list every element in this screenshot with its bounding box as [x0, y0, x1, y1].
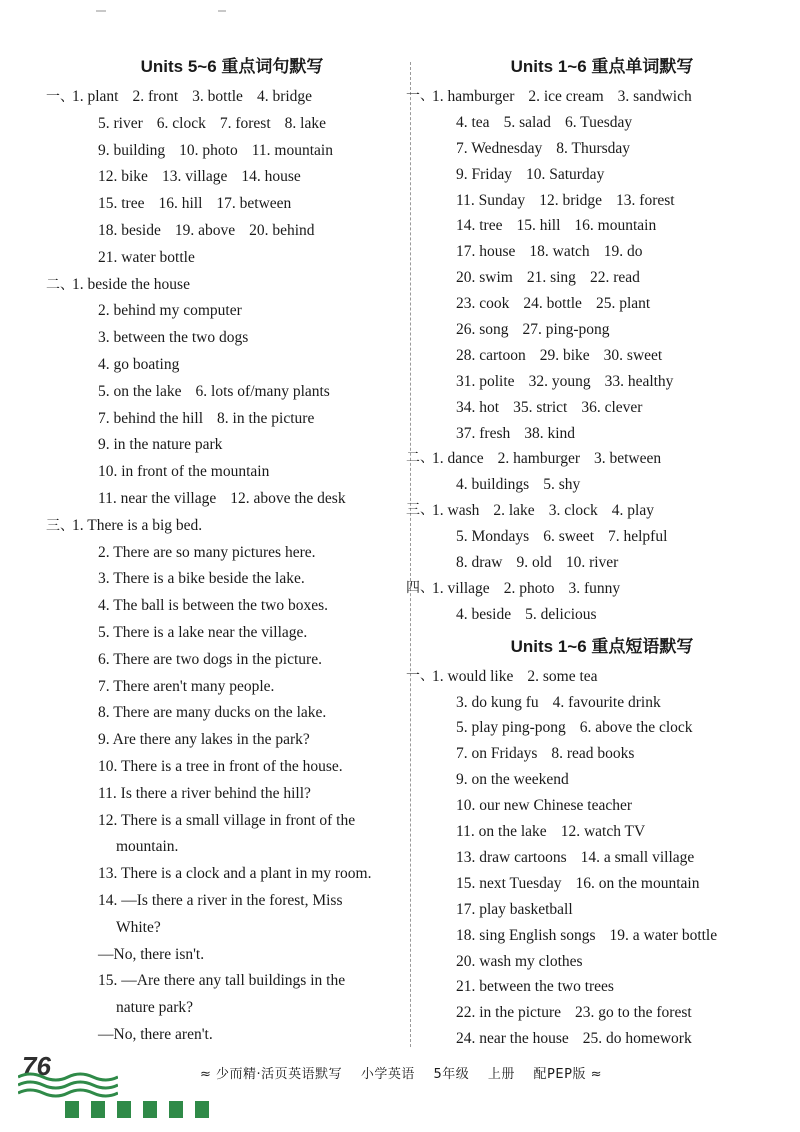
answer-line [72, 915, 392, 942]
answer-line [72, 164, 392, 191]
answer-line [72, 432, 392, 459]
answer-item: 2. some tea [527, 667, 598, 685]
answer-line [72, 486, 392, 513]
answer-item: 3. do kung fu [456, 693, 539, 711]
answer-line [432, 715, 772, 741]
answer-item: 3. between the two dogs [98, 329, 249, 347]
answer-item: 6. sweet [543, 528, 594, 546]
answer-item: 3. funny [568, 579, 621, 597]
answer-item: 2. ice cream [528, 88, 604, 105]
answer-item: 12. above the desk [230, 489, 346, 507]
answer-item: 8. draw [456, 554, 503, 572]
answer-item: 21. sing [526, 269, 576, 287]
answer-item: 22. read [589, 269, 640, 287]
section-number: 三、 [406, 502, 434, 519]
answer-item: 38. kind [524, 424, 576, 442]
answer-item: 10. There is a tree in front of the house. [98, 757, 343, 775]
answer-item: 25. plant [595, 295, 651, 313]
answer-line [432, 741, 772, 767]
section-number: 四、 [406, 579, 434, 596]
answer-line [72, 834, 392, 861]
answer-item: 20. swim [456, 269, 513, 287]
answer-item: 13. village [161, 168, 228, 186]
answer-item: 9. on the weekend [456, 771, 569, 789]
word-lines [406, 84, 772, 628]
answer-line [72, 298, 392, 325]
answer-item: 36. clever [581, 398, 643, 416]
answer-line [72, 379, 392, 406]
answer-line [432, 291, 772, 317]
answer-item: 9. Friday [456, 165, 512, 183]
answer-item: 5. delicious [525, 605, 597, 623]
green-block [195, 1101, 209, 1118]
answer-item: 28. cartoon [456, 346, 526, 364]
section-number: 一、 [406, 88, 434, 104]
answer-item: 16. mountain [574, 217, 657, 235]
answer-line [72, 995, 392, 1022]
answer-line [432, 136, 772, 162]
answer-item: 9. Are there any lakes in the park? [98, 731, 310, 749]
series-info [200, 1063, 616, 1082]
answer-item: —No, there isn't. [98, 945, 205, 963]
answer-item: 7. on Fridays [456, 745, 538, 763]
answer-item: 9. building [98, 141, 166, 159]
answer-item: 1. beside the house [72, 275, 190, 293]
section-number: 一、 [46, 89, 74, 105]
answer-item: 30. sweet [603, 346, 663, 364]
answer-item: 19. above [174, 221, 236, 239]
left-column [46, 52, 392, 1049]
section-title-units-1-6-phrases: Units 1~6 重点短语默写 [510, 636, 694, 656]
answer-item: 4. The ball is between the two boxes. [98, 597, 329, 615]
answer-item: 19. do [603, 243, 643, 261]
answer-item: 7. There aren't many people. [98, 677, 275, 695]
answer-line [72, 325, 392, 352]
section-title-units-1-6-words: Units 1~6 重点单词默写 [510, 57, 694, 76]
answer-item: 5. salad [503, 113, 551, 131]
answer-item: 13. forest [616, 191, 675, 209]
answer-item: 1. wash [432, 502, 480, 520]
answer-item: 11. Is there a river behind the hill? [98, 784, 311, 802]
answer-item: 3. sandwich [617, 88, 692, 105]
column-divider [410, 62, 411, 1047]
answer-line [432, 162, 772, 188]
answer-line [432, 110, 772, 136]
answer-line [72, 540, 392, 567]
answer-line [72, 727, 392, 754]
answer-item: 9. in the nature park [98, 436, 223, 454]
right-column [406, 52, 772, 1052]
answer-item: 21. water bottle [98, 248, 195, 266]
answer-line [72, 566, 392, 593]
series-subject: 小学英语 [360, 1067, 415, 1082]
answer-item: 18. beside [98, 221, 161, 239]
answer-line [432, 819, 772, 845]
answer-item: 1. dance [432, 450, 484, 468]
answer-line [432, 793, 772, 819]
answer-line [432, 845, 772, 871]
answer-item: 11. on the lake [456, 823, 547, 841]
answer-item: 18. sing English songs [456, 926, 596, 944]
answer-item: 11. mountain [251, 141, 333, 159]
answer-item: 3. bottle [192, 88, 243, 105]
answer-line [72, 406, 392, 433]
answer-line [406, 498, 772, 524]
answer-item: White? [116, 918, 161, 936]
answer-line [72, 674, 392, 701]
answer-line [432, 949, 772, 975]
answer-line [72, 781, 392, 808]
section-number: 二、 [46, 276, 74, 293]
section-title-units-5-6: Units 5~6 重点词句默写 [140, 57, 324, 76]
answer-item: 7. forest [219, 114, 271, 132]
answer-item: 20. behind [249, 221, 315, 239]
answer-item: 17. play basketball [456, 900, 573, 918]
answer-line [432, 265, 772, 291]
answer-item: 10. Saturday [525, 165, 605, 183]
answer-item: 16. on the mountain [575, 874, 700, 892]
answer-item: 37. fresh [456, 424, 511, 442]
answer-item: 11. near the village [98, 489, 217, 507]
answer-item: 18. watch [529, 243, 590, 261]
answer-item: 12. watch TV [560, 823, 646, 841]
series-grade: 5年级 [433, 1067, 470, 1082]
answer-item: 4. buildings [456, 476, 530, 494]
answer-item: 15. —Are there any tall buildings in the [98, 972, 346, 990]
answer-item: 6. There are two dogs in the picture. [98, 650, 322, 668]
answer-item: 1. There is a big bed. [72, 516, 203, 534]
answer-line [432, 897, 772, 923]
answer-line [72, 459, 392, 486]
answer-item: 23. cook [456, 295, 510, 313]
top-mark-left [96, 10, 106, 12]
answer-item: 6. lots of/many plants [195, 382, 330, 400]
answer-item: 16. hill [158, 195, 203, 213]
answer-item: 7. behind the hill [98, 409, 204, 427]
answer-item: 4. beside [456, 605, 512, 623]
answer-item: 22. in the picture [456, 1004, 562, 1022]
answer-item: 34. hot [456, 398, 500, 416]
answer-item: mountain. [116, 838, 179, 856]
answer-line [72, 191, 392, 218]
answer-item: 24. bottle [523, 295, 582, 313]
answer-item: 12. bridge [539, 191, 603, 209]
answer-item: 32. young [528, 372, 591, 390]
answer-item: 8. lake [284, 114, 326, 132]
answer-line [72, 968, 392, 995]
answer-item: 2. lake [493, 502, 535, 520]
answer-item: 8. read books [551, 745, 635, 763]
answer-item: 3. clock [548, 502, 598, 520]
answer-line [432, 239, 772, 265]
answer-item: 14. house [241, 168, 301, 186]
answer-item: 2. hamburger [497, 450, 580, 468]
answer-item: 20. wash my clothes [456, 952, 583, 970]
answer-line [432, 923, 772, 949]
answer-item: 6. Tuesday [564, 113, 633, 131]
answer-line [406, 664, 772, 690]
answer-line [406, 84, 772, 110]
answer-item: 25. do homework [582, 1030, 692, 1048]
answer-item: 29. bike [539, 346, 590, 364]
answer-line [72, 593, 392, 620]
answer-line [72, 111, 392, 138]
answer-line [72, 218, 392, 245]
answer-line [406, 576, 772, 602]
answer-item: nature park? [116, 999, 194, 1017]
series-volume: 上册 [487, 1067, 515, 1082]
top-mark-right [218, 10, 226, 12]
answer-item: 3. between [594, 450, 662, 468]
answer-item: 4. go boating [98, 355, 180, 373]
answer-item: 5. Mondays [456, 528, 530, 546]
answer-item: 2. front [132, 88, 179, 105]
answer-item: 35. strict [513, 398, 568, 416]
answer-item: 15. tree [98, 195, 145, 213]
answer-item: 13. There is a clock and a plant in my room. [98, 865, 372, 883]
answer-line [46, 84, 392, 111]
answer-item: 3. There is a bike beside the lake. [98, 570, 305, 588]
answer-item: 5. There is a lake near the village. [98, 623, 308, 641]
section-number: 二、 [406, 450, 434, 467]
answer-item: 21. between the two trees [456, 978, 614, 996]
answer-item: 12. There is a small village in front of the [98, 811, 356, 829]
answer-item: 8. in the picture [217, 409, 315, 427]
left-lines [46, 84, 392, 1049]
section-number: 一、 [406, 667, 434, 684]
answer-item: 12. bike [98, 168, 148, 186]
answer-item: 5. shy [543, 476, 581, 494]
answer-line [406, 446, 772, 472]
answer-item: 5. river [98, 114, 143, 132]
green-block [117, 1101, 131, 1118]
answer-line [72, 942, 392, 969]
answer-item: 11. Sunday [456, 191, 526, 209]
answer-item: 15. hill [516, 217, 561, 235]
answer-item: 2. There are so many pictures here. [98, 543, 316, 561]
answer-item: 4. favourite drink [552, 693, 661, 711]
phrase-lines [406, 664, 772, 1052]
answer-item: 14. a small village [580, 848, 695, 866]
series-name: ≈ 少而精·活页英语默写 [200, 1067, 343, 1082]
answer-line [72, 647, 392, 674]
answer-item: 8. There are many ducks on the lake. [98, 704, 327, 722]
answer-item: 17. house [456, 243, 516, 261]
answer-line [432, 395, 772, 421]
answer-item: 23. go to the forest [575, 1004, 692, 1022]
answer-line [432, 871, 772, 897]
answer-line [432, 472, 772, 498]
green-block [91, 1101, 105, 1118]
answer-line [432, 550, 772, 576]
answer-line [432, 1000, 772, 1026]
answer-line [72, 808, 392, 835]
answer-line [72, 888, 392, 915]
answer-line [432, 317, 772, 343]
wave-decoration-icon [18, 1069, 118, 1099]
answer-line [72, 754, 392, 781]
answer-line [432, 767, 772, 793]
answer-line [432, 369, 772, 395]
answer-item: 2. photo [503, 579, 555, 597]
answer-item: 10. our new Chinese teacher [456, 797, 633, 815]
answer-item: 6. above the clock [579, 719, 693, 737]
answer-item: 1. hamburger [432, 88, 515, 105]
answer-item: 14. tree [456, 217, 503, 235]
answer-line [72, 620, 392, 647]
answer-item: 9. old [516, 554, 552, 572]
answer-item: 10. in front of the mountain [98, 463, 270, 481]
answer-line [432, 421, 772, 447]
answer-item: 26. song [456, 321, 509, 339]
answer-item: —No, there aren't. [98, 1025, 213, 1043]
answer-item: 33. healthy [604, 372, 674, 390]
answer-line [72, 352, 392, 379]
answer-line [432, 602, 772, 628]
green-blocks-decoration [65, 1101, 221, 1123]
answer-line [432, 188, 772, 214]
answer-item: 17. between [216, 195, 292, 213]
answer-item: 27. ping-pong [522, 321, 610, 339]
page-number: 76 [22, 1051, 51, 1081]
answer-item: 1. would like [432, 667, 514, 685]
answer-item: 5. on the lake [98, 382, 182, 400]
answer-item: 8. Thursday [556, 139, 631, 157]
answer-item: 2. behind my computer [98, 302, 242, 320]
answer-item: 5. play ping-pong [456, 719, 566, 737]
answer-item: 1. plant [72, 88, 119, 105]
answer-line [72, 700, 392, 727]
answer-item: 19. a water bottle [609, 926, 718, 944]
answer-item: 6. clock [156, 114, 206, 132]
answer-item: 24. near the house [456, 1030, 569, 1048]
answer-item: 7. Wednesday [456, 139, 543, 157]
answer-item: 4. play [611, 502, 654, 520]
section-number: 三、 [46, 517, 74, 534]
answer-line [432, 524, 772, 550]
answer-item: 15. next Tuesday [456, 874, 562, 892]
answer-item: 1. village [432, 579, 490, 597]
answer-item: 4. bridge [256, 88, 313, 105]
answer-item: 31. polite [456, 372, 515, 390]
page-footer [0, 1045, 800, 1132]
answer-line [46, 513, 392, 540]
answer-line [432, 213, 772, 239]
green-block [65, 1101, 79, 1118]
answer-line [432, 343, 772, 369]
answer-line [72, 245, 392, 272]
answer-line [46, 272, 392, 299]
answer-item: 14. —Is there a river in the forest, Miss [98, 891, 343, 909]
answer-line [72, 861, 392, 888]
answer-item: 10. river [565, 554, 619, 572]
answer-item: 7. helpful [608, 528, 668, 546]
answer-line [72, 138, 392, 165]
green-block [169, 1101, 183, 1118]
series-edition: 配PEP版 ≈ [533, 1067, 602, 1082]
answer-line [432, 974, 772, 1000]
answer-line [432, 690, 772, 716]
answer-item: 4. tea [456, 113, 490, 131]
answer-item: 10. photo [179, 141, 238, 159]
green-block [143, 1101, 157, 1118]
answer-item: 13. draw cartoons [456, 848, 567, 866]
